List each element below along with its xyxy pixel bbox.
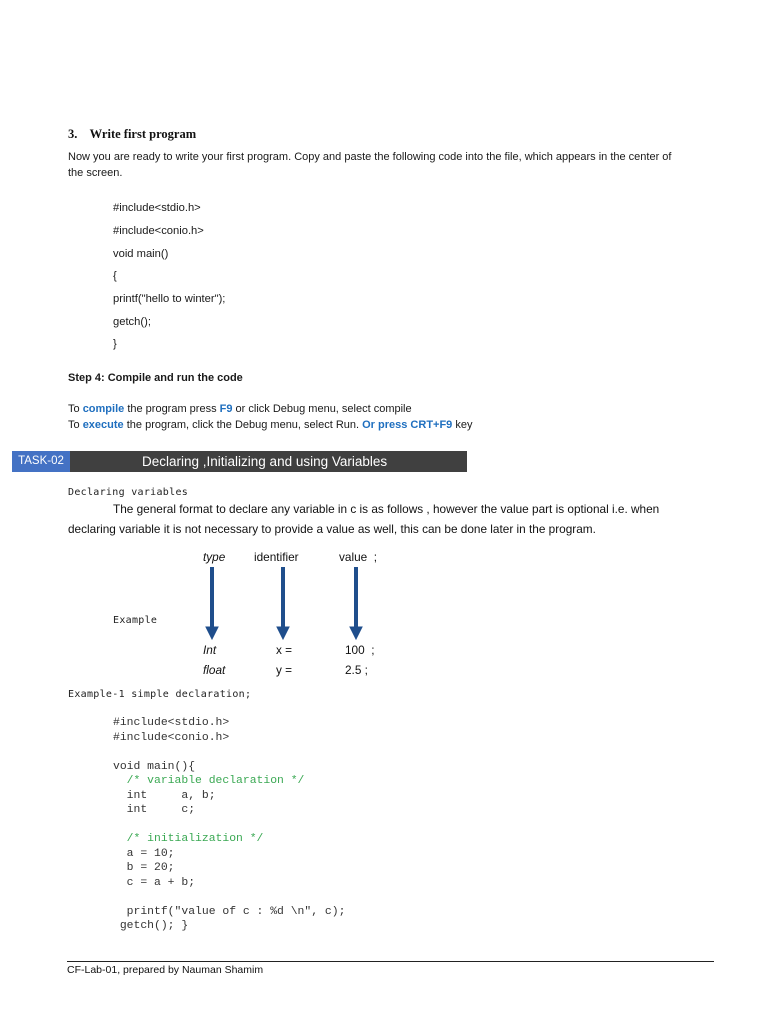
code-line: c = a + b; xyxy=(113,876,196,889)
code-line: void main() xyxy=(113,248,169,260)
text: the program press xyxy=(124,403,220,415)
code-line xyxy=(113,745,345,760)
code-line: void main(){ xyxy=(113,760,196,773)
code-block xyxy=(113,716,345,934)
example-label: Example xyxy=(113,615,158,626)
text: To xyxy=(68,403,83,415)
subheading: Declaring variables xyxy=(68,487,189,498)
arrows-diagram xyxy=(195,564,375,644)
arrowhead-icon xyxy=(206,627,218,639)
arrowhead-icon xyxy=(350,627,362,639)
code-line: #include<stdio.h> xyxy=(113,202,201,214)
text: the program, click the Debug menu, select Run. xyxy=(123,419,363,431)
code-comment: /* initialization */ xyxy=(113,833,264,845)
code-line: a = 10; xyxy=(113,847,175,860)
paragraph-line1: The general format to declare any variable in c is as follows , however the value part is optional i.e. when xyxy=(113,502,660,516)
code-line: #include<conio.h> xyxy=(113,225,204,237)
code-line: int a, b; xyxy=(113,789,216,802)
code-line: getch(); xyxy=(113,316,151,328)
footer-text: CF-Lab-01, prepared by Nauman Shamim xyxy=(67,964,264,976)
code-line: printf("hello to winter"); xyxy=(113,293,226,305)
text: key xyxy=(452,419,473,431)
example-identifier: y = xyxy=(276,663,293,677)
key-crt-f9: Or press CRT+F9 xyxy=(362,419,453,431)
label-value: value ; xyxy=(339,550,378,564)
example-value: 100 ; xyxy=(345,643,375,657)
code-line: int c; xyxy=(113,804,196,816)
label-type: type xyxy=(203,550,226,564)
example-type: float xyxy=(203,663,226,677)
key-f9: F9 xyxy=(219,403,233,415)
execute-instruction xyxy=(68,419,472,431)
code-line: { xyxy=(113,270,117,282)
example-identifier: x = xyxy=(276,643,293,657)
code-line xyxy=(113,890,345,905)
code-line: b = 20; xyxy=(113,862,175,874)
code-line xyxy=(113,818,345,833)
keyword-compile: compile xyxy=(82,403,125,415)
example1-label: Example-1 simple declaration; xyxy=(68,689,252,700)
intro-text-line2: the screen. xyxy=(68,167,123,179)
code-line: #include<stdio.h> xyxy=(113,717,230,729)
text: To xyxy=(68,419,83,431)
footer-divider xyxy=(67,961,714,962)
intro-text-line1: Now you are ready to write your first program. Copy and paste the following code into the file, which appears in the center of xyxy=(68,151,672,163)
code-line: } xyxy=(113,338,117,350)
code-comment: /* variable declaration */ xyxy=(113,775,305,787)
label-identifier: identifier xyxy=(254,550,299,564)
code-line: #include<conio.h> xyxy=(113,731,230,744)
code-line: printf("value of c : %d \n", c); xyxy=(113,905,346,918)
arrowhead-icon xyxy=(277,627,289,639)
code-line: getch(); } xyxy=(113,920,189,932)
paragraph-line2: declaring variable it is not necessary to provide a value as well, this can be done later in the program. xyxy=(68,522,596,536)
example-value: 2.5 ; xyxy=(345,663,368,677)
task-title: Declaring ,Initializing and using Variables xyxy=(142,454,388,469)
compile-instruction xyxy=(68,403,412,415)
task-label: TASK-02 xyxy=(12,451,70,472)
step4-heading: Step 4: Compile and run the code xyxy=(68,372,243,384)
example-type: Int xyxy=(203,643,217,657)
section-heading: 3. Write first program xyxy=(68,127,197,141)
text: or click Debug menu, select compile xyxy=(232,403,412,415)
keyword-execute: execute xyxy=(82,419,124,431)
